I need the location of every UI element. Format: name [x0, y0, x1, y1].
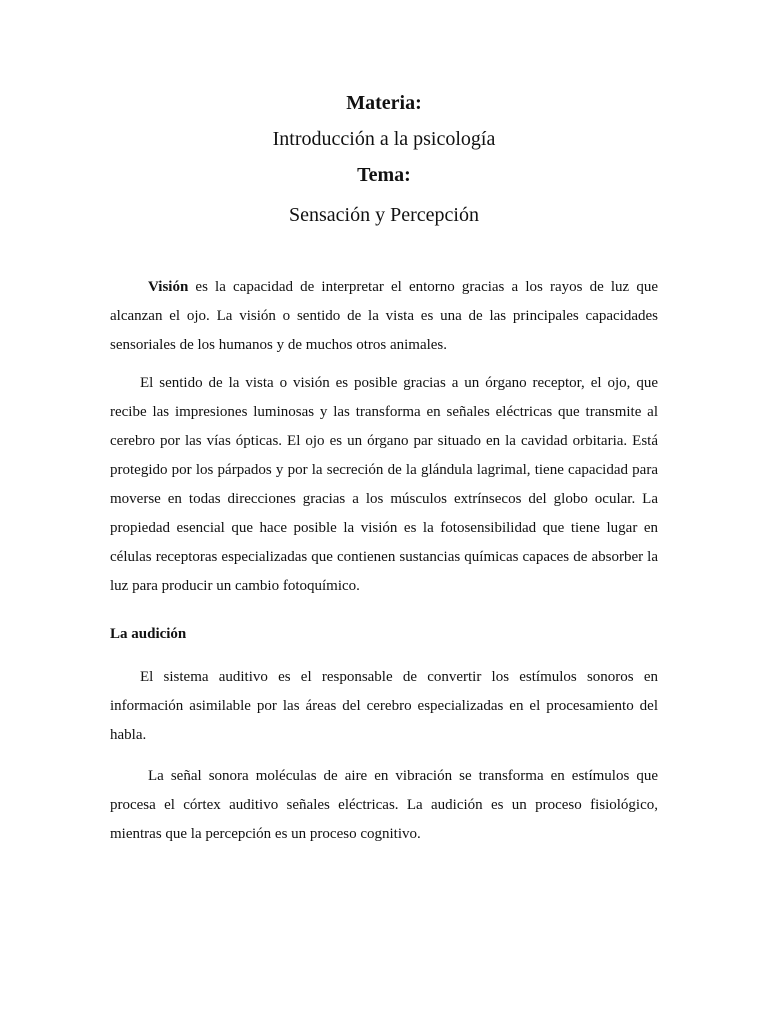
vision-lead-word: Visión [148, 279, 189, 295]
paragraph-spacer [110, 750, 658, 762]
topic-label: Tema: [357, 164, 411, 186]
audicion-paragraph-2: La señal sonora moléculas de aire en vibración se transforma en estímulos que procesa el córtex auditivo señales eléctricas. La audición es un proceso fisiológico, mientras que la percepción es un proceso cognitivo. [110, 768, 658, 842]
subject-value: Introducción a la psicología [272, 128, 496, 150]
topic-value: Sensación y Percepción [289, 204, 479, 226]
vision-paragraph-1 [110, 273, 658, 360]
subject-label: Materia: [346, 92, 422, 114]
vision-paragraph-2: El sentido de la vista o visión es posible gracias a un órgano receptor, el ojo, que recibe las impresiones luminosas y las transforma en señales eléctricas que transmite al cerebro por las vías ópticas. El ojo es un órgano par situado en la cavidad orbitaria. Está protegido por los párpados y por la secreción de la glándula lagrimal, tiene capacidad para moverse en todas direcciones gracias a los músculos extrínsecos del globo ocular. La propiedad esencial que hace posible la visión es la fotosensibilidad que tiene lugar en células receptoras especializadas que contienen sustancias químicas capaces de absorber la luz para producir un cambio fotoquímico. [110, 375, 658, 594]
vision-paragraph-1-text: es la capacidad de interpretar el entorno gracias a los rayos de luz que alcanzan el ojo. La visión o sentido de la vista es una de las principales capacidades sensoriales de los humanos y de muchos otros animales. [110, 279, 658, 353]
audicion-heading: La audición [110, 626, 187, 642]
document-body [110, 273, 658, 849]
audicion-paragraph-1: El sistema auditivo es el responsable de convertir los estímulos sonoros en información asimilable por las áreas del cerebro especializadas en el procesamiento del habla. [110, 669, 658, 743]
document-header [110, 0, 658, 233]
